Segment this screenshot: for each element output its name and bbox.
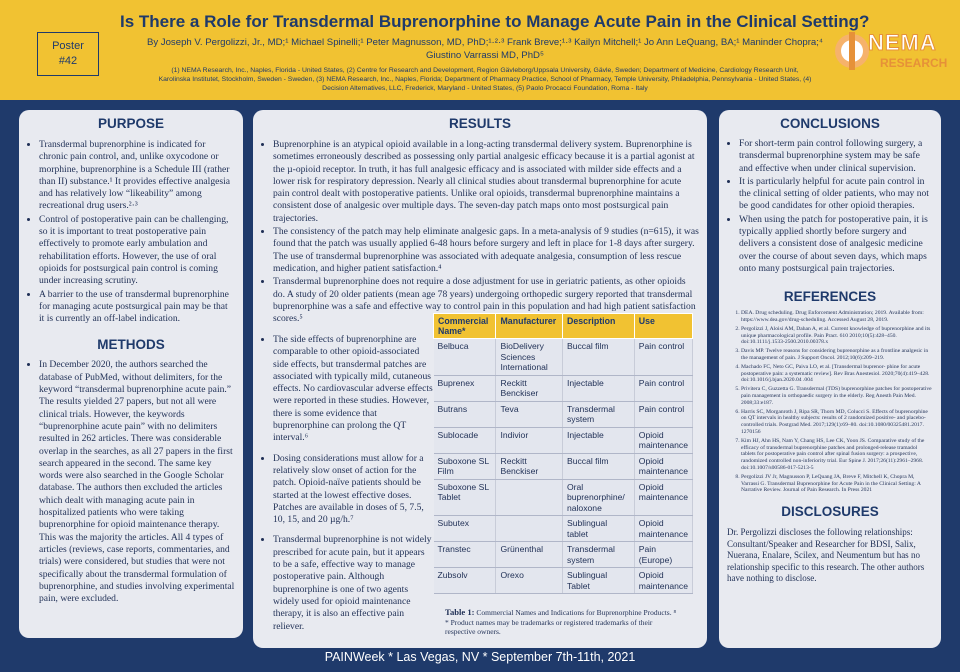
table-cell: BioDelivery Sciences International (496, 339, 562, 376)
reference-item: 1. DEA. Drug scheduling. Drug Enforcement Administration; 2019. Available from: https://www.dea.gov/drug-scheduling. Accessed August 28, 2019. (741, 310, 933, 324)
conference-footer: PAINWeek * Las Vegas, NV * September 7th-11th, 2021 (324, 650, 636, 664)
table-cell: Belbuca (434, 339, 496, 376)
table-cell: Zubsolv (434, 568, 496, 594)
table-row (434, 427, 693, 453)
purpose-bullet: • Control of postoperative pain can be challenging, so it is important to treat postoperative pain effectively to promote early ambulation and rehabilitation efforts. However, the use of oral opioids for postsurgical pain control is coming under increasing scrutiny. (39, 214, 235, 288)
table-cell: Subutex (434, 516, 496, 542)
table-cell: Buprenex (434, 375, 496, 401)
affiliations-line-3: Decision Alternatives, LLC, Frederick, Maryland - United States, (5) Paolo Procacci Foundation, Roma - Italy (322, 85, 648, 92)
table-cell: Opioid maintenance (634, 453, 692, 479)
purpose-heading: PURPOSE (97, 116, 165, 131)
table-caption-label: Table 1: (445, 607, 475, 617)
table-row (434, 339, 693, 376)
table-header-cell: Commercial Name* (434, 314, 496, 339)
buprenorphine-products-table (433, 313, 693, 594)
purpose-bullet: • A barrier to the use of transdermal buprenorphine for managing acute postsurgical pain may be that it is currently an off-label indication. (39, 289, 235, 326)
reference-item: 7. Kim HJ, Ahn HS, Nam Y, Chang HS, Lee CK, Yoon JS. Comparative study of the efficacy of transdermal buprenorphine patches and prolonged-release tramadol tablets for postoperative pain control after spinal fusion surgery: a prospective, randomized controlled non-inferiority trial. Eur Spine J. 2017;26(11):2961–2968. doi:10.1007/s00586-017-5213-5 (741, 438, 933, 472)
table-row (434, 516, 693, 542)
disclosures-heading: DISCLOSURES (781, 504, 879, 520)
reference-item: 2. Pergolizzi J, Aloisi AM, Dahan A, et al. Current knowledge of buprenorphine and its unique pharmacological profile. Pain Pract. 610 2010;10(5):428–450. doi:10.1111/j.1533-2500.2010.00378.x (741, 326, 933, 346)
authors (140, 36, 830, 62)
affiliations-line-1: (1) NEMA Research, Inc., Naples, Florida - United States, (2) Centre for Research and Development, Region Gävleborg/Uppsala University, Gävle, Sweden; Department of Medicine, Cardiology Research Unit, (171, 67, 799, 74)
results-bullet: • The consistency of the patch may help eliminate analgesic gaps. In a meta-analysis of 9 studies (n=615), it was found that the patch was usually applied 6-48 hours before surgery and left in place for 1-8 days after surgery. The use of transdermal buprenorphine was associated with adequate analgesia, consumption of less rescue medication, and higher patient satisfaction.⁴ (273, 226, 699, 275)
methods-bullet: • In December 2020, the authors searched the database of PubMed, without delimiters, for the keyword “transdermal buprenorphine acute pain.” The results yielded 27 papers, but not all were clinical trials. However, the keywords “buprenorphine acute pain” with no delimiters resulted in 262 articles. There was considerable overlap in the searches, as all 27 papers in the first search appeared in the second. The same key words were also searched in the Google Scholar database. The authors then excluded the articles which dealt with managing acute pain in hospitalized patients who were taking buprenorphine for opioid maintenance therapy. This was the majority the articles. All 4 types of articles (reviews, case reports, commentaries, and trials) were considered, but studies that were not specifically about the transdermal formulation of buprenorphine, and studies involving experimental pain, were excluded. (39, 359, 235, 605)
table-cell: Injectable (562, 375, 634, 401)
table-cell: Opioid maintenance (634, 479, 692, 516)
poster-label: Poster (52, 40, 84, 52)
center-panel (253, 110, 707, 648)
reference-item: 8. Pergolizzi JV Jr, Magnusson P, LeQuang JA, Breve F, Mitchell K, Chopra M, Varrassi G. Transdermal Buprenorphine for Acute Pain in the Clinical Setting: A Narrative Review. Journal of Pain Research. In Press 2021 (741, 474, 933, 494)
conclusions-bullet: • It is particularly helpful for acute pain control in the clinical setting of older patients, who may not be good candidates for other opioid therapies. (739, 176, 933, 213)
results-bullet: • Buprenorphine is an atypical opioid available in a long-acting transdermal delivery system. Buprenorphine is sometimes erroneously described as possessing only partial analgesic efficacy because it is a partial agonist at the µ-opioid receptor. In truth, it has full analgesic efficacy and is associated with milder side effects and a lower risk for respiratory depression. Nearly all clinical studies about transdermal buprenorphine for acute pain control dealt with postoperative patients. Unlike oral opioids, transdermal buprenorphine maintains a consistent dose of analgesic over multiple days. The seven-day patch maps onto most postsurgical pain trajectories. (273, 139, 699, 225)
reference-item: 6. Harris SC, Morganroth J, Ripa SR, Thorn MD, Colucci S. Effects of buprenorphine on QT intervals in healthy subjects: results of 2 randomized positive- and placebo-controlled trials. Postgrad Med. 2017;129(1):69–80. doi:10.1080/00325481.2017. 1270156 (741, 409, 933, 436)
table-cell: Pain control (634, 339, 692, 376)
table-row (434, 401, 693, 427)
affiliations-line-2: Karolinska Institutet, Stockholm, Sweden - Sweden, (3) NEMA Research, Inc., Naples, Florida; Department of Pharmacy Practice, School of Pharmacy, Temple University, Philadelphia, Pennsylvania - United States, (4) (158, 76, 812, 83)
poster-header (0, 0, 960, 100)
conclusions-heading: CONCLUSIONS (780, 116, 880, 131)
table-cell: Opioid maintenance (634, 427, 692, 453)
authors-line-2: Giustino Varrassi MD, PhD⁵ (426, 50, 544, 61)
conclusions-bullet: • When using the patch for postoperative pain, it is typically applied shortly before surgery and delivers a consistent dose of analgesic medicine over the course of about seven days, which maps onto many postsurgical pain trajectories. (739, 214, 933, 275)
table-cell: Transtec (434, 542, 496, 568)
table-cell: Suboxone SL Tablet (434, 479, 496, 516)
results-left-list (261, 334, 433, 634)
table-cell: Butrans (434, 401, 496, 427)
results-side-bullet: • The side effects of buprenorphine are comparable to other opioid-associated side effects, but transdermal patches are associated with typically mild, cutaneous effects. No cardiovascular adverse effects were reported in these studies. However, there is some evidence that buprenorphine can prolong the QT interval.⁶ (273, 334, 433, 445)
table-caption (445, 608, 681, 637)
poster-title: Is There a Role for Transdermal Buprenorphine to Manage Acute Pain in the Clinical Setting? (120, 12, 870, 31)
logo-text: NEMA (868, 30, 937, 55)
results-heading: RESULTS (448, 116, 511, 131)
table-header-row (434, 314, 693, 339)
table-cell: Teva (496, 401, 562, 427)
table-cell: Pain control (634, 401, 692, 427)
table-cell: Reckitt Benckiser (496, 453, 562, 479)
table-header-cell: Use (634, 314, 692, 339)
authors-line-1: By Joseph V. Pergolizzi, Jr., MD;¹ Michael Spinelli;¹ Peter Magnusson, MD, PhD;¹·²·³ Frank Breve;¹·³ Kailyn Mitchell;¹ Jo Ann LeQuang, BA;¹ Maninder Chopra;⁴ (146, 37, 824, 48)
purpose-list (27, 139, 235, 325)
table-row (434, 568, 693, 594)
table-cell: Buccal film (562, 339, 634, 376)
table-cell: Sublingual Tablet (562, 568, 634, 594)
table-cell (496, 479, 562, 516)
table-cell: Opioid maintenance (634, 568, 692, 594)
table-row (434, 375, 693, 401)
table-cell: Buccal film (562, 453, 634, 479)
references-heading: REFERENCES (783, 289, 877, 305)
conclusions-bullet: • For short-term pain control following surgery, a transdermal buprenorphine system may be safe and effective when under clinical supervision. (739, 138, 933, 175)
table-cell: Pain control (634, 375, 692, 401)
references-list (727, 310, 933, 494)
table-header-cell: Description (562, 314, 634, 339)
table-cell: Oral buprenorphine/ naloxone (562, 479, 634, 516)
left-panel (19, 110, 243, 638)
affiliations (105, 66, 865, 93)
logo-subtext: RESEARCH (880, 56, 948, 70)
reference-item: 3. Davis MP. Twelve reasons for considering buprenorphine as a frontline analgesic in the management of pain. J Support Oncol. 2012;10(6):209–219. (741, 348, 933, 362)
methods-list (27, 359, 235, 605)
table-cell: Suboxone SL Film (434, 453, 496, 479)
results-side-bullet: • Transdermal buprenorphine is not widely prescribed for acute pain, but it appears to be a safe, effective way to manage postoperative pain. Although buprenorphine is one of two agents widely used for opioid maintenance therapy, it is also an effective pain reliever. (273, 534, 433, 632)
table-cell: Orexo (496, 568, 562, 594)
right-panel (719, 110, 941, 648)
conclusions-list (727, 138, 933, 275)
table-cell: Pain (Europe) (634, 542, 692, 568)
table-cell: Transdermal system (562, 401, 634, 427)
table-cell: Injectable (562, 427, 634, 453)
table-cell: Opioid maintenance (634, 516, 692, 542)
table-cell: Sublingual tablet (562, 516, 634, 542)
results-top-list (261, 139, 699, 325)
table-cell (496, 516, 562, 542)
table-caption-text: Commercial Names and Indications for Buprenorphine Products. ⁸ * Product names may be trademarks or registered trademarks of their respective owners. (445, 608, 677, 636)
table-row (434, 453, 693, 479)
table-cell: Sublocade (434, 427, 496, 453)
table-row (434, 542, 693, 568)
poster-number: #42 (58, 55, 78, 67)
results-bullet: • Transdermal buprenorphine does not require a dose adjustment for use in geriatric patients, as other opioids do. A study of 20 older patients (mean age 78 years) undergoing orthopedic surgery reported that transdermal buprenorphine was a safe and effective way to control pain in this population and had high patient satisfaction scores.⁵ (273, 276, 699, 325)
table-cell: Indivior (496, 427, 562, 453)
table-cell: Grünenthal (496, 542, 562, 568)
table-cell: Reckitt Benckiser (496, 375, 562, 401)
disclosures-text: Dr. Pergolizzi discloses the following relationships: Consultant/Speaker and Researcher for BDSI, Salix, Nuerana, Enalare, Scilex, and Neumentum but has no relationship specific to this research. The other authors have nothing to disclose. (727, 527, 925, 584)
table-header-cell: Manufacturer (496, 314, 562, 339)
reference-item: 5. Privitera C, Guzzetta G. Transdermal (TDS) buprenorphine patches for postoperative pain management in orthopaedic surgery in the elderly. Reg Anesth Pain Med. 2008;33:e187. (741, 386, 933, 406)
methods-heading: METHODS (97, 337, 165, 353)
table-row (434, 479, 693, 516)
poster-number-box (37, 32, 99, 76)
table-cell: Transdermal system (562, 542, 634, 568)
results-side-bullet: • Dosing considerations must allow for a relatively slow onset of action for the patch. Opioid-naïve patients should be started at the lowest effective doses. Patches are available in doses of 5, 7.5, 10, 15, and 20 µg/h.⁷ (273, 453, 433, 527)
nema-research-logo (832, 26, 948, 78)
purpose-bullet: • Transdermal buprenorphine is indicated for chronic pain control, and, unlike oxycodone or morphine, buprenorphine is a Schedule III (rather than II) substance.¹ It provides effective analgesia and has relatively low “likeability” among recreational drug users.²·³ (39, 139, 235, 213)
logo-mark-icon (832, 26, 872, 76)
reference-item: 4. Machado FC, Neto GC, Paiva LO, et al. [Transdermal buprenor- phine for acute postoperative pain: a systematic review]. Rev Bras Anestesiol. 2020;70(4):419–428. doi:10.1016/j.bjan.2020.04 .004 (741, 364, 933, 384)
